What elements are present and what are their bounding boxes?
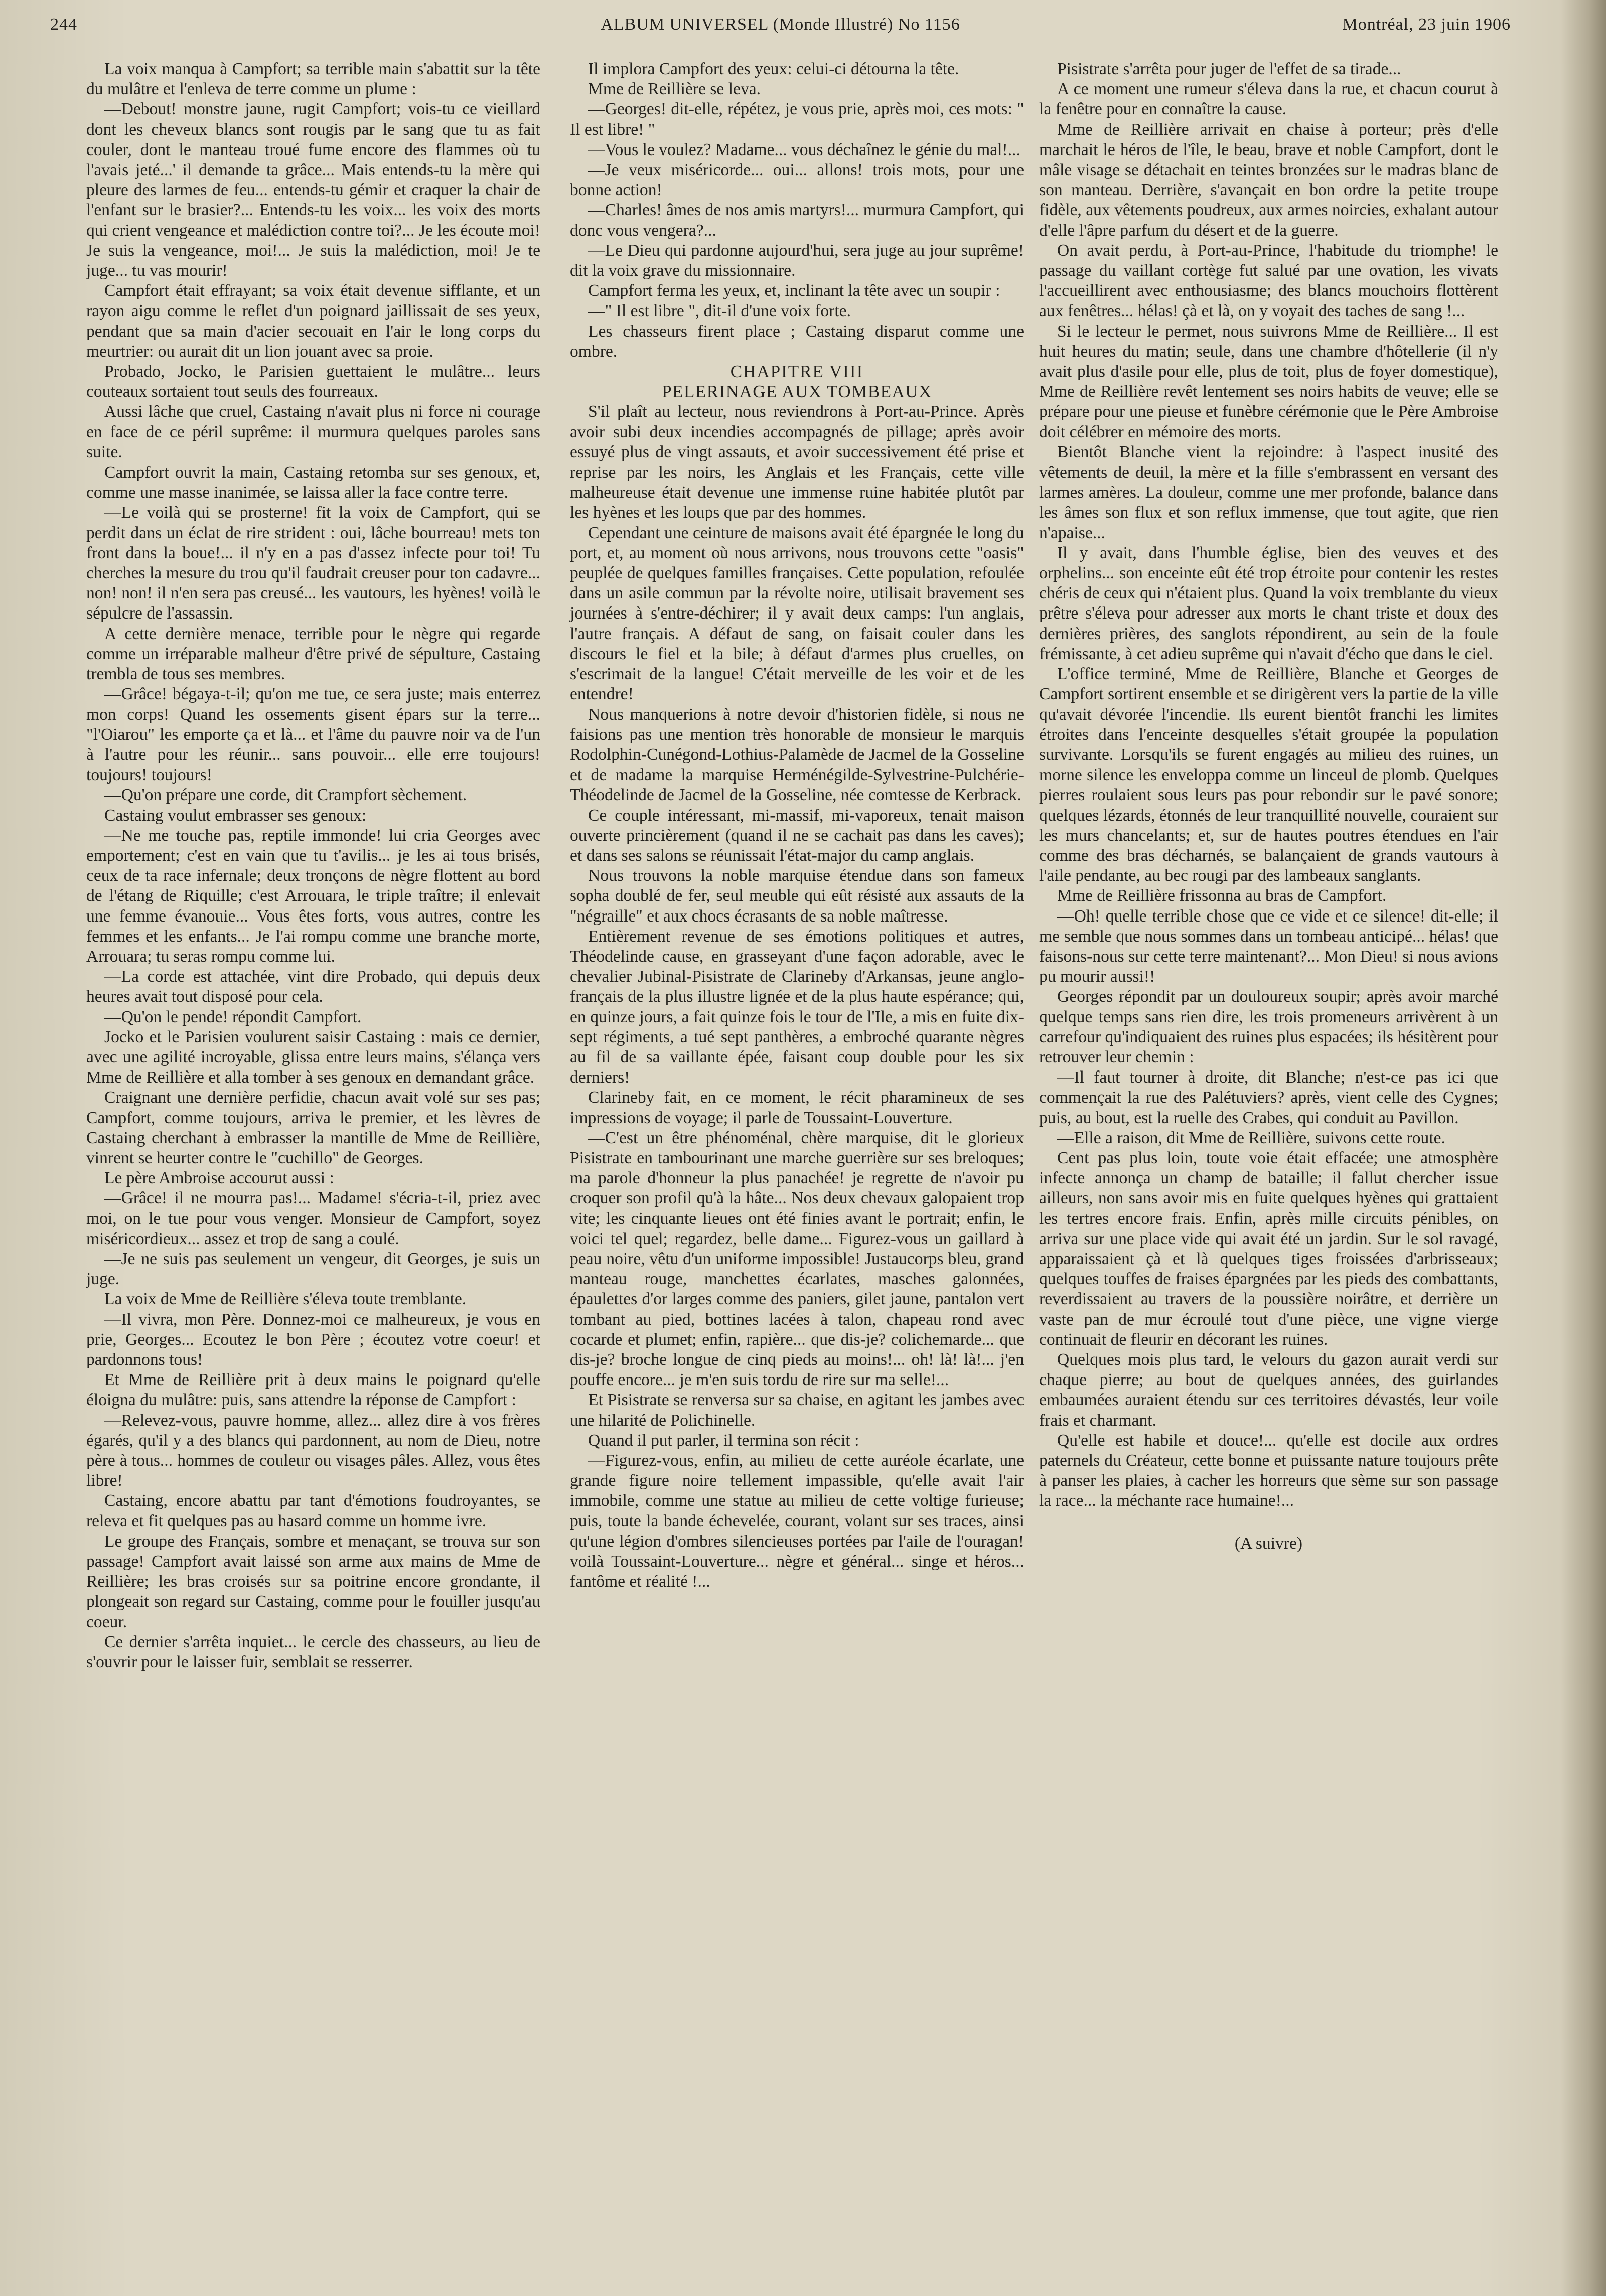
paragraph: Si le lecteur le permet, nous suivrons Mme de Reillière... Il est huit heures du matin; seule, dans une chambre d'hôtellerie (il n'y avait plus d'asile pour elle, plus de toit, plus de foyer domestique), Mme de Reillière revêt lentement ses noirs habits de veuve; elle se prépare pour une pieuse et funèbre cérémonie que le Père Ambroise doit célébrer en mémoire des morts. [1039, 322, 1498, 441]
paragraph: Le père Ambroise accourut aussi : [104, 1169, 334, 1188]
paragraph: Aussi lâche que cruel, Castaing n'avait plus ni force ni courage en face de ce péril suprême: il murmura quelques paroles sans suite. [86, 402, 540, 462]
paragraph: Craignant une dernière perfidie, chacun avait volé sur ses pas; Campfort, comme toujours, arriva le premier, et les lèvres de Castaing cherchant à embrasser la mantille de Mme de Reillière, vinrent se heurter contre le "cuchillo" de Georges. [86, 1088, 540, 1167]
page-edge-shadow [1561, 0, 1606, 2296]
chapter-title: PELERINAGE AUX TOMBEAUX [662, 382, 932, 402]
paragraph: S'il plaît au lecteur, nous reviendrons à Port-au-Prince. Après avoir subi deux incendies accompagnés de pillage; après avoir essuyé plus de vingt assauts, et avoir successivement été prise et reprise par les noirs, les Anglais et les Français, cette ville malheureuse était devenue une immense ruine habitée plutôt par les hyènes et les loups que par des hommes. [570, 402, 1024, 522]
paragraph: Mme de Reillière se leva. [588, 80, 761, 99]
paragraph: Mme de Reillière arrivait en chaise à porteur; près d'elle marchait le héros de l'île, le beau, brave et noble Campfort, dont le mâle visage se détachait en teintes bronzées sur le madras blanc de son manteau. Derrière, s'avançait en bon ordre la petite troupe fidèle, aux vêtements poudreux, aux armes noircies, exhalant autour d'elle l'âpre parfum du désert et de la guerre. [1039, 120, 1498, 240]
paragraph: Pisistrate s'arrêta pour juger de l'effet de sa tirade... [1057, 60, 1401, 78]
paragraph: Nous manquerions à notre devoir d'historien fidèle, si nous ne faisions pas une mention très honorable de monsieur le marquis Rodolphin-Cunégond-Lothius-Palamède de Jacmel de la Gosseline et de madame la marquise Herménégilde-Sylvestrine-Pulchérie-Théodelinde de Jacmel de la Gosseline, née comtesse de Kerbrack. [570, 705, 1024, 805]
paragraph: —Je ne suis pas seulement un vengeur, dit Georges, je suis un juge. [86, 1249, 540, 1289]
paragraph: —Je veux miséricorde... oui... allons! trois mots, pour une bonne action! [570, 161, 1024, 200]
page-header [50, 15, 1511, 45]
paragraph: —Il faut tourner à droite, dit Blanche; n'est-ce pas ici que commençait la rue des Palétuviers? après, vient celle des Cygnes; puis, au bout, est la ruelle des Crabes, qui conduit au Pavillon. [1039, 1068, 1498, 1127]
paragraph: Entièrement revenue de ses émotions politiques et autres, Théodelinde cause, en grasseyant d'une façon adorable, avec le chevalier Jubinal-Pisistrate de Clarineby d'Arkansas, jeune anglo-français de la plus illustre lignée et de la plus haute espérance; qui, en quinze jours, a fait quinze fois le tour de l'Ile, a mis en fuite dix-sept régiments, a tué sept panthères, a embroché quarante nègres au fil de sa vaillante épée, faisant coup double pour les six derniers! [570, 927, 1024, 1087]
paragraph: Castaing, encore abattu par tant d'émotions foudroyantes, se releva et fit quelques pas au hasard comme un homme ivre. [86, 1491, 540, 1530]
paragraph: Bientôt Blanche vient la rejoindre: à l'aspect inusité des vêtements de deuil, la mère et la fille s'embrassent en versant des larmes amères. La douleur, comme une mer profonde, balance dans les âmes son flux et son reflux immense, que tout agite, que rien n'apaise... [1039, 442, 1498, 542]
paragraph: —Oh! quelle terrible chose que ce vide et ce silence! dit-elle; il me semble que nous sommes dans un tombeau anticipé... hélas! que faisons-nous sur cette terre maintenant?... Mon Dieu! si nous avions pu mourir aussi!! [1039, 906, 1498, 986]
paragraph: —Charles! âmes de nos amis martyrs!... murmura Campfort, qui donc vous vengera?... [570, 201, 1024, 240]
paragraph: Ce dernier s'arrêta inquiet... le cercle des chasseurs, au lieu de s'ouvrir pour le laisser fuir, semblait se resserrer. [86, 1632, 540, 1672]
paragraph: —Le Dieu qui pardonne aujourd'hui, sera juge au jour suprême! dit la voix grave du missionnaire. [570, 241, 1024, 280]
column-3 [1039, 59, 1498, 2266]
continued-notice: (A suivre) [1234, 1534, 1303, 1553]
paragraph: A ce moment une rumeur s'éleva dans la rue, et chacun courut à la fenêtre pour en connaître la cause. [1039, 80, 1498, 119]
paragraph: Mme de Reillière frissonna au bras de Campfort. [1057, 886, 1387, 905]
paragraph: Ce couple intéressant, mi-massif, mi-vaporeux, tenait maison ouverte princièrement (quand il ne se cachait pas dans les caves); et dans ses salons se réunissait l'état-major du camp anglais. [570, 806, 1024, 865]
column-2 [570, 59, 1024, 2266]
paragraph: —Debout! monstre jaune, rugit Campfort; vois-tu ce vieillard dont les cheveux blancs sont rougis par le sang que tu as fait couler, dont le manteau troué fume encore des flammes où tu l'avais jeté...' il demande ta grâce... Mais entends-tu la mère qui pleure des larmes de feu... entends-tu gémir et craquer la chair de l'enfant sur le brasier?... Entends-tu les voix... les voix des morts qui crient vengeance et malédiction contre toi?... Je les écoute moi! Je suis la vengeance, moi!... Je suis la malédiction, moi! Je te juge... tu vas mourir! [86, 100, 540, 280]
paragraph: —Grâce! il ne mourra pas!... Madame! s'écria-t-il, priez avec moi, on le tue pour vous venger. Monsieur de Campfort, soyez miséricordieux... assez et trop de sang a coulé. [86, 1189, 540, 1248]
paragraph: —Georges! dit-elle, répétez, je vous prie, après moi, ces mots: " Il est libre! " [570, 100, 1024, 139]
paragraph: Il y avait, dans l'humble église, bien des veuves et des orphelins... son enceinte eût été trop étroite pour contenir les restes chéris de ceux qui n'étaient plus. Quand la voix tremblante du vieux prêtre s'éleva pour adresser aux morts le chant triste et doux des dernières prières, des sanglots répondirent, au sein de la foule frémissante, à cet adieu suprême qui n'avait d'écho que dans le ciel. [1039, 543, 1498, 663]
paragraph: Le groupe des Français, sombre et menaçant, se trouva sur son passage! Campfort avait laissé son arme aux mains de Mme de Reillière; les bras croisés sur sa poitrine encore grondante, il plongeait son regard sur Castaing, comme pour le fouiller jusqu'au coeur. [86, 1532, 540, 1631]
paragraph: Jocko et le Parisien voulurent saisir Castaing : mais ce dernier, avec une agilité incroyable, glissa entre leurs mains, s'élança vers Mme de Reillière et alla tomber à ses genoux en demandant grâce. [86, 1027, 540, 1087]
paragraph: Il implora Campfort des yeux: celui-ci détourna la tête. [588, 60, 959, 78]
paragraph: On avait perdu, à Port-au-Prince, l'habitude du triomphe! le passage du vaillant cortège fut salué par une ovation, les vivats l'accueillirent avec enthousiasme; des blancs mouchoirs flottèrent aux fenêtres... hélas! çà et là, on y voyait des taches de sang !... [1039, 241, 1498, 321]
paragraph: Probado, Jocko, le Parisien guettaient le mulâtre... leurs couteaux sortaient tout seuls des fourreaux. [86, 362, 540, 401]
publication-title: ALBUM UNIVERSEL (Monde Illustré) No 1156 [601, 15, 960, 34]
paragraph: Castaing voulut embrasser ses genoux: [104, 806, 367, 825]
page-number: 244 [50, 15, 77, 34]
paragraph: Georges répondit par un douloureux soupir; après avoir marché quelque temps sans rien dire, les trois promeneurs arrivèrent à un carrefour qu'indiquaient des ruines plus espacées; ils hésitèrent pour retrouver leur chemin : [1039, 987, 1498, 1066]
paragraph: Campfort était effrayant; sa voix était devenue sifflante, et un rayon aigu comme le reflet d'un poignard jaillissait de ses yeux, pendant que sa main d'acier secouait en l'air le long corps du meurtrier: ou aurait dit un lion jouant avec sa proie. [86, 281, 540, 361]
paragraph: —Figurez-vous, enfin, au milieu de cette auréole écarlate, une grande figure noire tellement impassible, qu'elle avait l'air immobile, comme une statue au milieu de cette voltige furieuse; puis, toute la bande échevelée, courant, volant sur ses traces, ainsi qu'une légion d'ombres silencieuses portées par l'aile de l'ouragan! voilà Toussaint-Louverture... nègre et général... singe et héros... fantôme et réalité !... [570, 1451, 1024, 1591]
paragraph: Nous trouvons la noble marquise étendue dans son fameux sopha doublé de fer, seul meuble qui eût résisté aux assauts de la "négraille" et aux chocs écrasants de sa noble maîtresse. [570, 866, 1024, 926]
paragraph: —Ne me touche pas, reptile immonde! lui cria Georges avec emportement; c'est en vain que tu t'avilis... je les ai tous brisés, ceux de ta race infernale; deux tronçons de nègre flottent au bord de l'étang de Riquille; c'est Arrouara, le triple traître; il enlevait une femme évanouie... Vous êtes forts, vous autres, contre les femmes et les enfants... Je l'ai rompu comme une branche morte, Arrouara; tu seras rompu comme lui. [86, 826, 540, 966]
paragraph: —Relevez-vous, pauvre homme, allez... allez dire à vos frères égarés, qu'il y a des blancs qui pardonnent, au nom de Dieu, notre père à tous... hommes de couleur ou visages pâles. Allez, vous êtes libre! [86, 1411, 540, 1490]
paragraph: —Grâce! bégaya-t-il; qu'on me tue, ce sera juste; mais enterrez mon corps! Quand les ossements gisent épars sur la terre... "l'Oiarou" les emporte ça et là... et l'âme du pauvre noir va de l'un à l'autre pour les réunir... sans pouvoir... elle erre toujours! toujours! toujours! [86, 685, 540, 785]
paragraph: La voix manqua à Campfort; sa terrible main s'abattit sur la tête du mulâtre et l'enleva de terre comme un plume : [86, 60, 540, 99]
chapter-number: CHAPITRE VIII [730, 362, 864, 382]
paragraph: Campfort ouvrit la main, Castaing retomba sur ses genoux, et, comme une masse inanimée, se laissa aller la face contre terre. [86, 463, 540, 502]
paragraph: La voix de Mme de Reillière s'éleva toute tremblante. [104, 1290, 467, 1309]
paragraph: —C'est un être phénoménal, chère marquise, dit le glorieux Pisistrate en tambourinant une marche guerrière sur ses breloques; ma parole d'honneur la plus panachée! je regrette de n'avoir pu croquer son profil qu'à la hâte... Nos deux chevaux galopaient trop vite; les cinquante lieues ont été finies avant le portrait; enfin, le voici tel quel; regardez, belle dame... Figurez-vous un gaillard à peau noire, vêtu d'un uniforme impossible! Justaucorps bleu, grand manteau rouge, manchettes écarlates, masches galonnées, épaulettes d'or larges comme des paniers, gilet jaune, pantalon vert tombant au pied, bottines lacées à talon, chapeau rond avec cocarde et plumet; enfin, rapière... que dis-je? colichemarde... que dis-je? broche longue de cinq pieds au moins!... oh! là! là!... j'en pouffe encore... je m'en suis tordu de rire sur ma selle!... [570, 1128, 1024, 1390]
paragraph: Et Mme de Reillière prit à deux mains le poignard qu'elle éloigna du mulâtre: puis, sans attendre la réponse de Campfort : [86, 1370, 540, 1410]
paragraph: Cependant une ceinture de maisons avait été épargnée le long du port, et, au moment où nous arrivons, nous trouvons cette "oasis" peuplée de quelques familles françaises. Cette population, refoulée dans un asile commun par la révolte noire, utilisait bravement ses journées à s'entre-déchirer; il y avait deux camps: l'un anglais, l'autre français. A défaut de sang, on faisait couler dans les discours le fiel et la bile; à défaut d'armes plus cruelles, on s'escrimait de la langue! C'était merveille de les voir et de les entendre! [570, 523, 1024, 704]
paragraph: Quelques mois plus tard, le velours du gazon aurait verdi sur chaque pierre; au bout de quelques années, des guirlandes embaumées auraient étendu sur ces territoires dévastés, leur voile frais et charmant. [1039, 1350, 1498, 1430]
paragraph: A cette dernière menace, terrible pour le nègre qui regarde comme un irréparable malheur d'être privé de sépulture, Castaing trembla de tous ses membres. [86, 624, 540, 684]
paragraph: Cent pas plus loin, toute voie était effacée; une atmosphère infecte annonça un champ de bataille; il fallut chercher issue ailleurs, non sans avoir mis en fuite quelques hyènes qui grattaient les tertres encore frais. Enfin, après mille circuits pénibles, on arriva sur une place vide qui avait été un jardin. Sur le sol ravagé, apparaissaient çà et là quelques tiges froissées d'arbrisseaux; quelques touffes de fraises épargnées par les pieds des combattants, reverdissaient au travers de la poussière noirâtre, et derrière un vaste pan de mur écroulé tout d'une pièce, une vigne vierge continuait de fleurir en décorant les ruines. [1039, 1148, 1498, 1349]
paragraph: —Vous le voulez? Madame... vous déchaînez le génie du mal!... [588, 140, 1020, 159]
paragraph: —Elle a raison, dit Mme de Reillière, suivons cette route. [1057, 1128, 1445, 1147]
dateline: Montréal, 23 juin 1906 [1342, 15, 1511, 34]
paragraph: Campfort ferma les yeux, et, inclinant la tête avec un soupir : [588, 281, 1000, 300]
paragraph: Clarineby fait, en ce moment, le récit pharamineux de ses impressions de voyage; il parle de Toussaint-Louverture. [570, 1088, 1024, 1127]
paragraph: L'office terminé, Mme de Reillière, Blanche et Georges de Campfort sortirent ensemble et se dirigèrent vers la partie de la ville qu'avait dévorée l'incendie. Ils eurent bientôt franchi les limites étroites dans l'enceinte desquelles s'était groupée la population survivante. Lorsqu'ils se furent engagés au milieu des ruines, un morne silence les enveloppa comme un linceul de plomb. Quelques pierres roulaient sous leurs pas pour rebondir sur le pavé sonore; quelques lézards, étonnés de leur tranquillité nouvelle, couraient sur les murs chancelants; et, sur de hautes poutres étendues en l'air comme des bras décharnés, se balançaient de grands vautours à l'aile pendante, au bec rougi par des lambeaux sanglants. [1039, 665, 1498, 885]
column-1 [86, 59, 540, 2266]
paragraph: —Qu'on le pende! répondit Campfort. [104, 1007, 362, 1026]
paragraph: Les chasseurs firent place ; Castaing disparut comme une ombre. [570, 322, 1024, 361]
paragraph: —" Il est libre ", dit-il d'une voix forte. [588, 301, 851, 321]
paragraph: —La corde est attachée, vint dire Probado, qui depuis deux heures avait tout disposé pour cela. [86, 967, 540, 1006]
paragraph: Et Pisistrate se renversa sur sa chaise, en agitant les jambes avec une hilarité de Polichinelle. [570, 1391, 1024, 1430]
paragraph: Quand il put parler, il termina son récit : [588, 1431, 859, 1450]
paragraph: —Le voilà qui se prosterne! fit la voix de Campfort, qui se perdit dans un éclat de rire strident : oui, lâche bourreau! mets ton front dans la boue!... il n'y en a pas d'assez infecte pour toi! Tu cherches la mesure du trou qu'il faudrait creuser pour ton cadavre... non! non! il n'en sera pas creusé... les vautours, les hyènes! voilà le sépulcre de l'assassin. [86, 503, 540, 623]
paragraph: —Qu'on prépare une corde, dit Crampfort sèchement. [104, 786, 467, 805]
paragraph: —Il vivra, mon Père. Donnez-moi ce malheureux, je vous en prie, Georges... Ecoutez le bon Père ; écoutez votre coeur! et pardonnons tous! [86, 1310, 540, 1369]
paragraph: Qu'elle est habile et douce!... qu'elle est docile aux ordres paternels du Créateur, cette bonne et puissante nature toujours prête à panser les plaies, à cacher les horreurs que sème sur son passage la race... la méchante race humaine!... [1039, 1431, 1498, 1510]
